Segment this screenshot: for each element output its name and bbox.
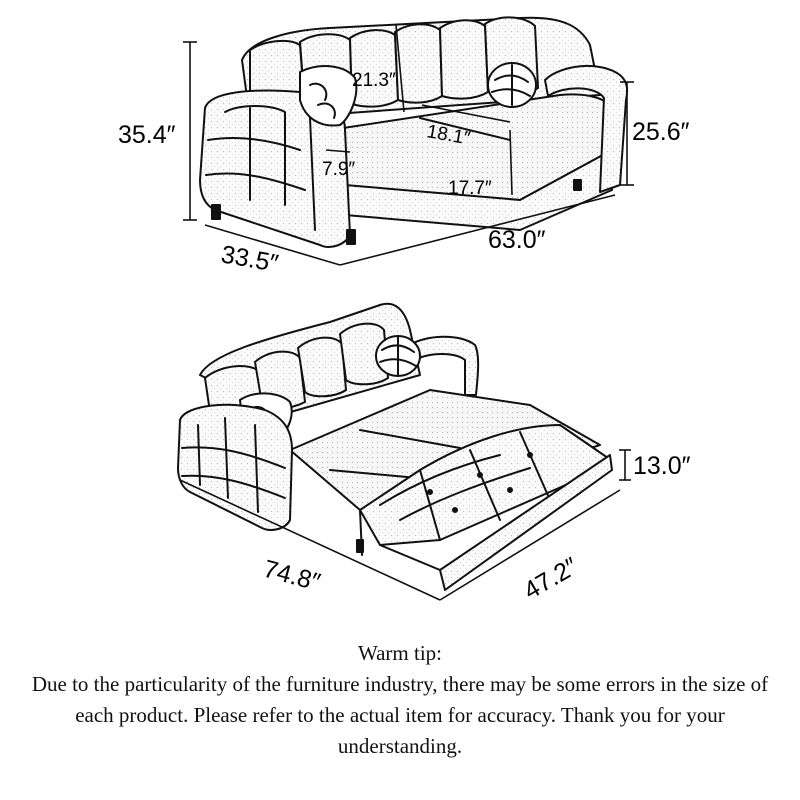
label-arm-width: 7.9″ — [322, 159, 356, 180]
label-width: 63.0″ — [488, 226, 546, 254]
label-bed-length: 74.8″ — [260, 554, 324, 597]
sofa-illustration — [200, 17, 627, 247]
label-back-cushion-height: 21.3″ — [352, 70, 396, 91]
label-arm-height: 25.6″ — [632, 118, 690, 146]
label-bed-width: 47.2″ — [519, 552, 583, 606]
label-depth: 33.5″ — [218, 240, 281, 278]
sofa-bed-illustration — [178, 304, 612, 590]
label-seat-height: 17.7″ — [448, 178, 492, 199]
label-bed-height: 13.0″ — [633, 452, 691, 480]
warm-tip-title: Warm tip: — [357, 641, 443, 665]
label-seat-depth: 18.1″ — [425, 121, 472, 150]
warm-tip-body: Due to the particularity of the furniture industry, there may be some errors in the size of each product. Please refer to the actual item for accuracy. Thank you for your understanding. — [31, 672, 769, 758]
label-height-total: 35.4″ — [118, 121, 176, 149]
